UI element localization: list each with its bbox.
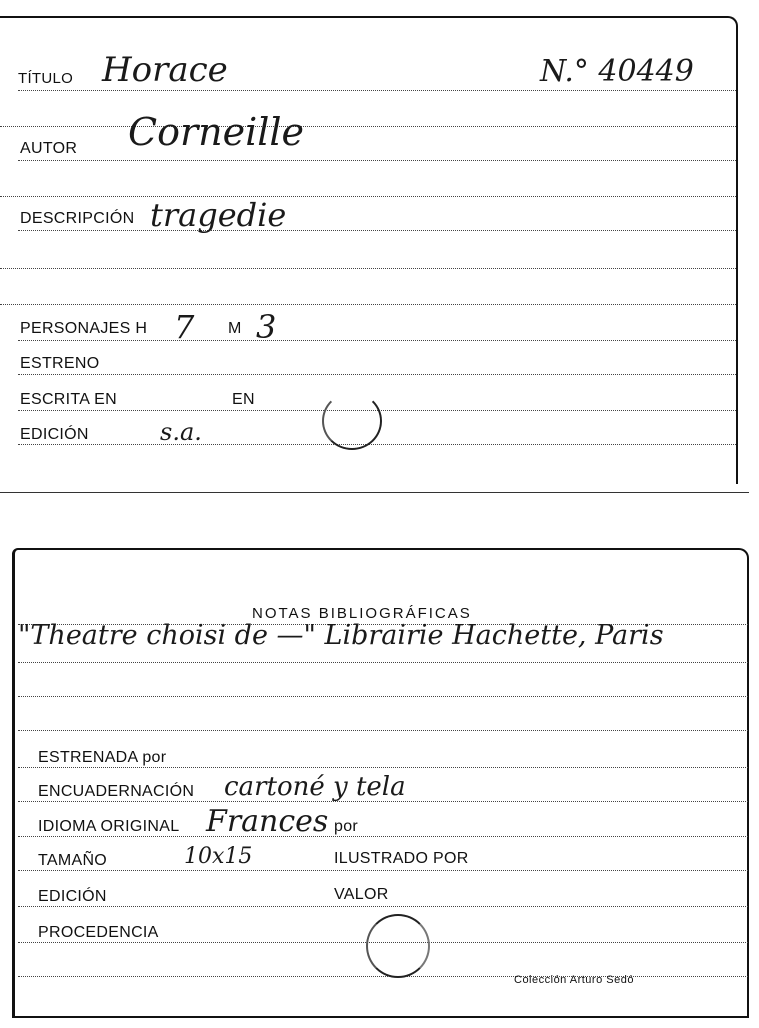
- procedencia-label: PROCEDENCIA: [38, 924, 159, 941]
- rule-4: [0, 304, 736, 305]
- por-label: por: [334, 818, 359, 835]
- titulo-label: TÍTULO: [18, 70, 74, 87]
- rule-tamano: [18, 870, 748, 871]
- punch-hole-front: [322, 392, 382, 450]
- punch-hole-back: [366, 914, 430, 978]
- credit: Colección Arturo Sedó: [514, 974, 634, 986]
- descripcion-value: tragedie: [150, 196, 287, 234]
- edicion-label-back: EDICIÓN: [38, 888, 107, 905]
- rule-autor: [18, 160, 736, 161]
- personajes-label: PERSONAJES H: [20, 320, 148, 337]
- estreno-label: ESTRENO: [20, 355, 100, 372]
- notas-title: NOTAS BIBLIOGRÁFICAS: [252, 605, 472, 622]
- rule-edicion-back: [18, 906, 748, 907]
- rule-1: [0, 126, 736, 127]
- ilustrado-label: ILUSTRADO POR: [334, 850, 469, 867]
- rule-titulo: [18, 90, 736, 91]
- rule-estrenada: [18, 767, 748, 768]
- rule-2: [0, 196, 736, 197]
- notas-value: "Theatre choisi de —" Librairie Hachette, Paris: [18, 620, 664, 651]
- descripcion-label: DESCRIPCIÓN: [20, 210, 135, 227]
- tamano-value: 10x15: [184, 844, 253, 869]
- edicion-value-front: s.a.: [160, 418, 202, 446]
- rule-descripcion: [18, 230, 736, 231]
- encuadernacion-value: cartoné y tela: [224, 772, 406, 802]
- titulo-value: Horace: [102, 50, 228, 90]
- en-label: EN: [232, 391, 255, 408]
- edicion-label-front: EDICIÓN: [20, 426, 89, 443]
- rule-notas-2: [18, 696, 748, 697]
- autor-value: Corneille: [128, 110, 305, 154]
- escrita-en-label: ESCRITA EN: [20, 391, 117, 408]
- estrenada-label: ESTRENADA por: [38, 749, 167, 766]
- valor-label: VALOR: [334, 886, 389, 903]
- rule-estreno: [18, 374, 736, 375]
- rule-personajes: [18, 340, 736, 341]
- personajes-m-label: M: [228, 320, 242, 337]
- tamano-label: TAMAÑO: [38, 852, 108, 869]
- card-separator: [0, 492, 749, 493]
- idioma-label: IDIOMA ORIGINAL: [38, 818, 180, 835]
- rule-notas-1: [18, 662, 748, 663]
- rule-edicion-front: [18, 444, 736, 445]
- personajes-h-value: 7: [174, 308, 195, 346]
- rule-notas-3: [18, 730, 748, 731]
- rule-bottom: [18, 976, 748, 977]
- autor-label: AUTOR: [20, 140, 78, 157]
- encuadernacion-label: ENCUADERNACIÓN: [38, 783, 195, 800]
- personajes-m-value: 3: [256, 308, 277, 346]
- rule-idioma: [18, 836, 748, 837]
- numero-value: N.° 40449: [540, 54, 694, 89]
- rule-3: [0, 268, 736, 269]
- idioma-value: Frances: [206, 804, 329, 839]
